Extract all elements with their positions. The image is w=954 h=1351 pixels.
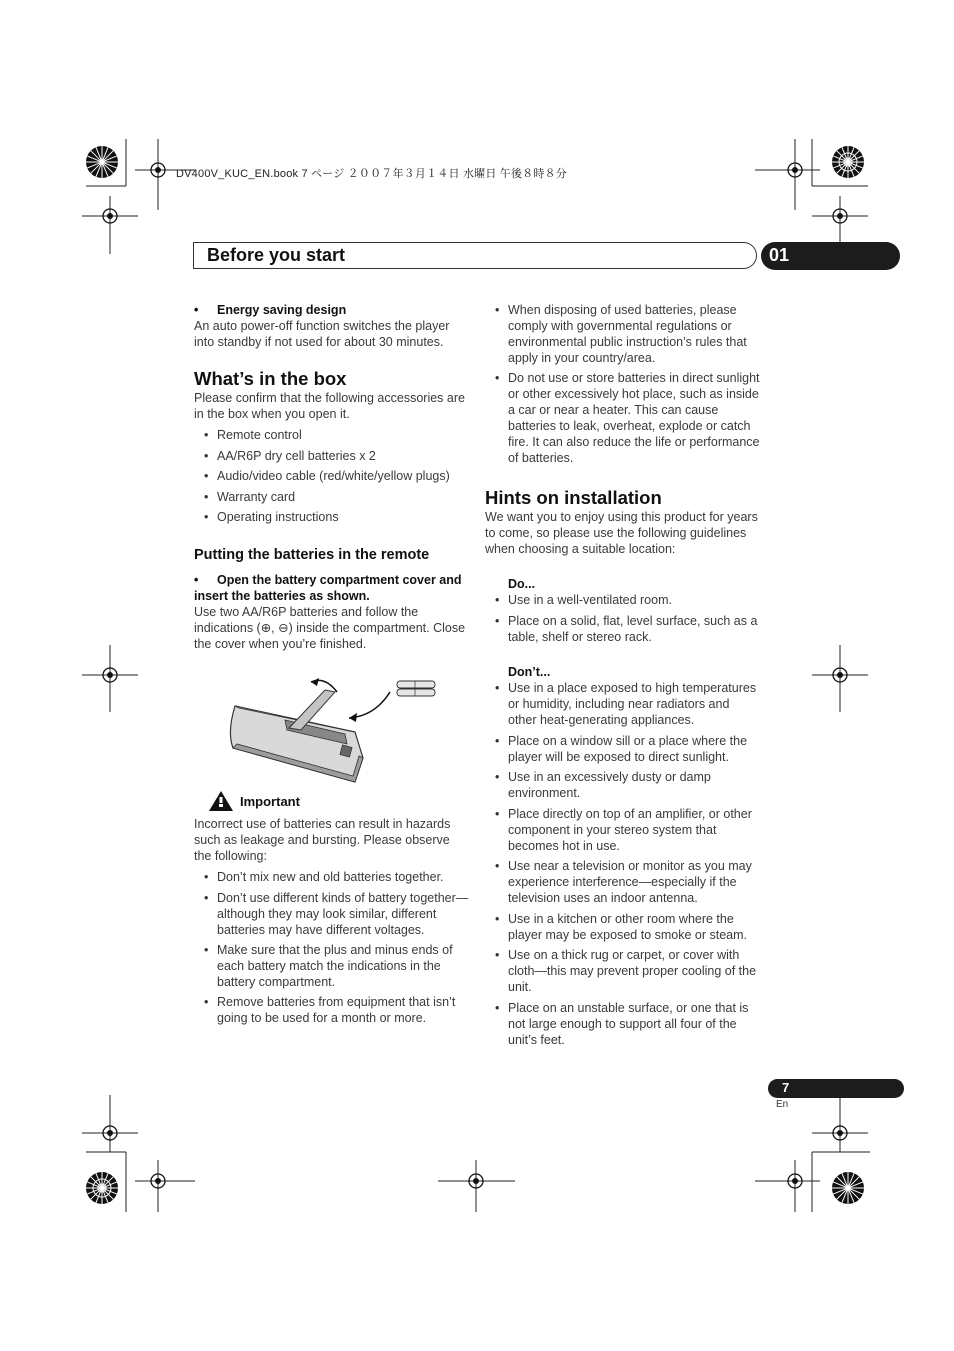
page-number: 7 <box>782 1080 790 1095</box>
important-label: Important <box>240 794 300 809</box>
page-title: Before you start <box>207 245 346 265</box>
chapter-number: 01 <box>769 245 790 265</box>
do-list <box>485 592 760 645</box>
list-item: • Don’t mix new and old batteries together. <box>194 869 469 885</box>
important-callout <box>208 790 469 814</box>
do-label: Do... <box>508 577 536 591</box>
list-item: • Place directly on top of an amplifier, or other component in your stereo system that becomes hot in use. <box>485 806 760 854</box>
right-column <box>485 302 760 1048</box>
left-column <box>194 302 469 1026</box>
dont-list <box>485 680 760 1048</box>
list-item: • Place on a solid, flat, level surface, such as a table, shelf or stereo rack. <box>485 613 760 645</box>
list-item: • Use in a kitchen or other room where the player may be exposed to smoke or steam. <box>485 911 760 943</box>
list-item: • Warranty card <box>194 489 469 505</box>
batteries-step: • Open the battery compartment cover and insert the batteries as shown. <box>194 573 462 603</box>
important-intro: Incorrect use of batteries can result in hazards such as leakage and bursting. Please observe the following: <box>194 817 451 863</box>
battery-warnings-list <box>485 302 760 466</box>
page-language: En <box>776 1099 789 1110</box>
list-item: • Use near a television or monitor as you may experience interference—especially if the television uses an indoor antenna. <box>485 858 760 906</box>
remote-battery-illustration <box>225 672 465 787</box>
chapter-number-tab <box>761 242 900 270</box>
list-item: • Remote control <box>194 427 469 443</box>
whats-in-box-heading: What’s in the box <box>194 368 347 389</box>
list-item: • Use on a thick rug or carpet, or cover with cloth—this may prevent proper cooling of the unit. <box>485 947 760 995</box>
list-item: • Remove batteries from equipment that isn’t going to be used for a month or more. <box>194 994 469 1026</box>
warning-icon <box>208 790 234 812</box>
page-number-tab <box>768 1079 904 1098</box>
list-item: • Do not use or store batteries in direct sunlight or other excessively hot place, such as inside a car or near a heater. This can cause batteries to leak, overheat, explode or catch fire. It can also reduce the life or performance of batteries. <box>485 370 760 466</box>
batteries-heading: Putting the batteries in the remote <box>194 547 430 563</box>
hints-intro: We want you to enjoy using this product for years to come, so please use the following guidelines when choosing a suitable location: <box>485 510 758 556</box>
list-item: • Use in a well-ventilated room. <box>485 592 760 608</box>
list-item: • Operating instructions <box>194 509 469 525</box>
list-item: • Audio/video cable (red/white/yellow plugs) <box>194 468 469 484</box>
list-item: • When disposing of used batteries, please comply with governmental regulations or environmental public instruction’s rules that apply in your country/area. <box>485 302 760 366</box>
accessories-list <box>194 427 469 525</box>
energy-saving-text: An auto power-off function switches the player into standby if not used for about 30 minutes. <box>194 319 450 349</box>
dont-label: Don’t... <box>508 665 551 679</box>
list-item: • AA/R6P dry cell batteries x 2 <box>194 448 469 464</box>
list-item: • Use in a place exposed to high temperatures or humidity, including near radiators and other heat-generating appliances. <box>485 680 760 728</box>
list-item: • Place on a window sill or a place where the player will be exposed to direct sunlight. <box>485 733 760 765</box>
list-item: • Don’t use different kinds of battery together—although they may look similar, different batteries may have different voltages. <box>194 890 469 938</box>
list-item: • Make sure that the plus and minus ends of each battery match the indications in the battery compartment. <box>194 942 469 990</box>
whats-in-box-intro: Please confirm that the following accessories are in the box when you open it. <box>194 391 465 421</box>
important-list <box>194 869 469 1026</box>
batteries-text: Use two AA/R6P batteries and follow the indications (⊕, ⊖) inside the compartment. Close the cover when you’re finished. <box>194 605 466 651</box>
list-item: • Use in an excessively dusty or damp environment. <box>485 769 760 801</box>
list-item: • Place on an unstable surface, or one that is not large enough to support all four of the unit’s feet. <box>485 1000 760 1048</box>
print-header: DV400V_KUC_EN.book 7 ページ ２００７年３月１４日 水曜日 午後８時８分 <box>176 168 567 180</box>
hints-heading: Hints on installation <box>485 487 662 508</box>
energy-saving-title: • Energy saving design <box>194 303 347 317</box>
